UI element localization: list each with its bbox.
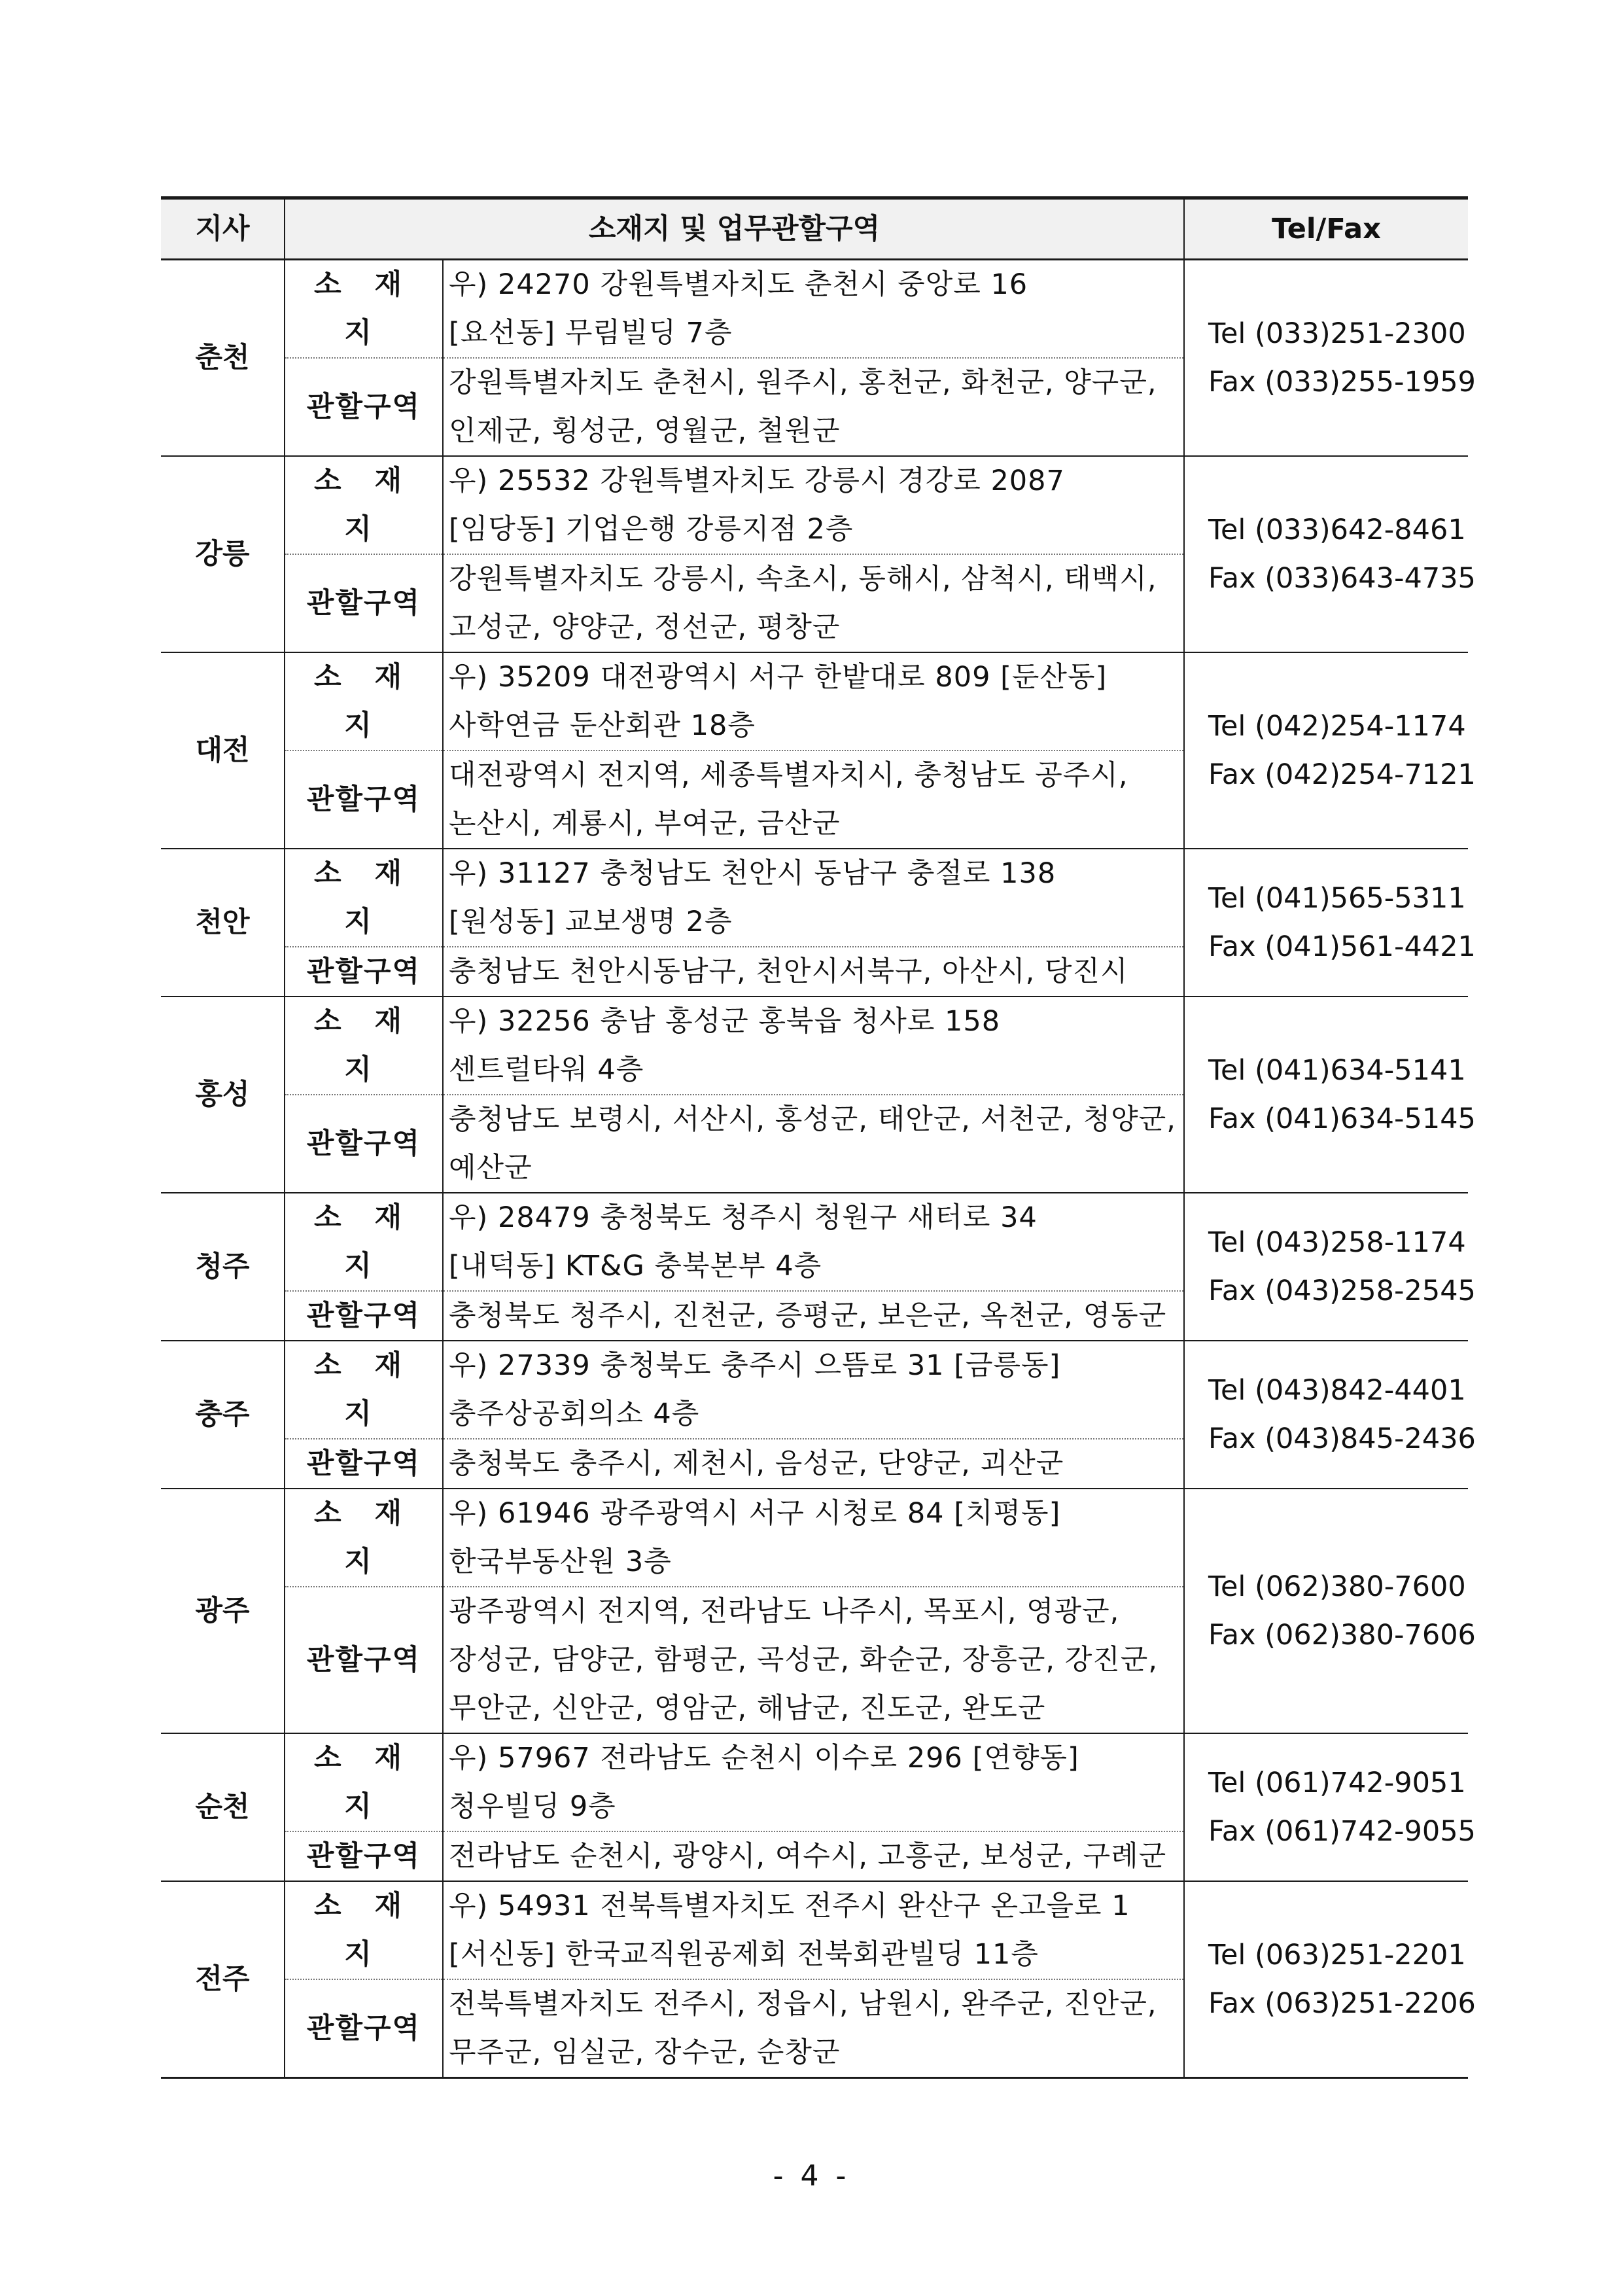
area-label: 관할구역 [285,358,443,456]
area-label: 관할구역 [285,1979,443,2078]
area-line: 충청북도 청주시, 진천군, 증평군, 보은군, 옥천군, 영동군 [449,1299,1167,1332]
address-line: 우) 61946 광주광역시 서구 시청로 84 [치평동] [449,1497,1061,1530]
area-line: 강원특별자치도 강릉시, 속초시, 동해시, 삼척시, 태백시, [449,563,1157,595]
area-cell [443,358,1184,456]
branch-office-table [161,196,1476,2079]
tel-number: Tel (041)634-5141 [1208,1054,1466,1087]
address-label: 소 재 지 [285,1193,443,1291]
area-line: 충청남도 천안시동남구, 천안시서북구, 아산시, 당진시 [449,955,1128,988]
address-line: 우) 32256 충남 홍성군 홍북읍 청사로 158 [449,1005,1001,1038]
tel-number: Tel (043)842-4401 [1208,1374,1466,1407]
header-tel-fax: Tel/Fax [1184,198,1468,260]
area-cell [443,1291,1184,1341]
fax-number: Fax (063)251-2206 [1208,1987,1476,2020]
branch-row-8 [161,1489,1468,1587]
area-cell [443,1587,1184,1733]
page-number: - 4 - [773,2159,850,2193]
header-location-area: 소재지 및 업무관할구역 [285,198,1184,260]
area-cell [443,947,1184,997]
fax-number: Fax (033)255-1959 [1208,366,1476,398]
fax-number: Fax (042)254-7121 [1208,758,1476,791]
area-label: 관할구역 [285,1439,443,1489]
branch-name: 충주 [161,1341,285,1489]
address-line: 우) 27339 충청북도 충주시 으뜸로 31 [금릉동] [449,1349,1061,1382]
tel-number: Tel (061)742-9051 [1208,1767,1466,1799]
area-label: 관할구역 [285,1831,443,1881]
fax-number: Fax (062)380-7606 [1208,1619,1476,1651]
area-line: 전북특별자치도 전주시, 정읍시, 남원시, 완주군, 진안군, [449,1988,1157,2021]
branch-row-6 [161,1193,1468,1291]
area-cell [443,1979,1184,2078]
fax-number: Fax (041)634-5145 [1208,1103,1476,1135]
address-cell [443,1341,1184,1439]
address-cell [443,1733,1184,1831]
branch-row-3 [161,652,1468,751]
area-cell [443,1831,1184,1881]
address-cell [443,260,1184,359]
address-line: [임당동] 기업은행 강릉지점 2층 [449,513,854,546]
address-line: [원성동] 교보생명 2층 [449,906,733,938]
branch-name: 천안 [161,849,285,997]
address-label: 소 재 지 [285,1733,443,1831]
fax-number: Fax (043)258-2545 [1208,1275,1476,1307]
area-label: 관할구역 [285,947,443,997]
address-line: 우) 57967 전라남도 순천시 이수로 296 [연향동] [449,1742,1079,1775]
branch-row-4 [161,849,1468,947]
address-cell [443,1489,1184,1587]
tel-number: Tel (043)258-1174 [1208,1226,1466,1259]
area-line: 고성군, 양양군, 정선군, 평창군 [449,611,841,644]
area-cell [443,1439,1184,1489]
tel-fax-cell [1184,260,1476,457]
area-line: 장성군, 담양군, 함평군, 곡성군, 화순군, 장흥군, 강진군, [449,1644,1158,1676]
branch-name: 순천 [161,1733,285,1881]
tel-fax-cell [1184,1881,1476,2078]
tel-fax-cell [1184,997,1476,1193]
area-line: 대전광역시 전지역, 세종특별자치시, 충청남도 공주시, [449,759,1128,792]
area-line: 예산군 [449,1152,532,1184]
area-cell [443,554,1184,652]
area-line: 광주광역시 전지역, 전라남도 나주시, 목포시, 영광군, [449,1595,1120,1628]
tel-number: Tel (063)251-2201 [1208,1939,1466,1971]
header-branch: 지사 [161,198,285,260]
area-label: 관할구역 [285,554,443,652]
tel-fax-cell [1184,456,1476,652]
branch-row-10 [161,1881,1468,1979]
area-line: 인제군, 횡성군, 영월군, 철원군 [449,415,841,448]
address-cell [443,1881,1184,1979]
address-label: 소 재 지 [285,456,443,554]
area-line: 충청남도 보령시, 서산시, 홍성군, 태안군, 서천군, 청양군, [449,1103,1176,1136]
address-label: 소 재 지 [285,1881,443,1979]
address-line: 우) 54931 전북특별자치도 전주시 완산구 온고을로 1 [449,1890,1130,1922]
area-cell [443,751,1184,849]
address-line: 센트럴타워 4층 [449,1053,644,1086]
address-label: 소 재 지 [285,652,443,751]
address-line: [요선동] 무림빌딩 7층 [449,317,733,349]
address-line: 충주상공회의소 4층 [449,1398,700,1430]
area-line: 논산시, 계룡시, 부여군, 금산군 [449,807,841,840]
area-line: 전라남도 순천시, 광양시, 여수시, 고흥군, 보성군, 구례군 [449,1840,1167,1873]
address-line: 사학연금 둔산회관 18층 [449,709,756,742]
address-cell [443,1193,1184,1291]
area-label: 관할구역 [285,1587,443,1733]
tel-fax-cell [1184,1489,1476,1733]
address-label: 소 재 지 [285,1489,443,1587]
table-header [161,198,1468,260]
area-line: 강원특별자치도 춘천시, 원주시, 홍천군, 화천군, 양구군, [449,366,1157,399]
branch-name: 강릉 [161,456,285,652]
area-line: 무안군, 신안군, 영암군, 해남군, 진도군, 완도군 [449,1692,1046,1725]
area-label: 관할구역 [285,1291,443,1341]
branch-row-7 [161,1341,1468,1439]
branch-name: 춘천 [161,260,285,457]
branch-row-5 [161,997,1468,1095]
address-label: 소 재 지 [285,260,443,359]
fax-number: Fax (043)845-2436 [1208,1422,1476,1455]
address-cell [443,652,1184,751]
area-label: 관할구역 [285,1095,443,1193]
address-line: 한국부동산원 3층 [449,1545,672,1578]
branch-name: 청주 [161,1193,285,1341]
fax-number: Fax (041)561-4421 [1208,930,1476,963]
address-line: 우) 24270 강원특별자치도 춘천시 중앙로 16 [449,268,1028,301]
tel-number: Tel (062)380-7600 [1208,1570,1466,1603]
address-cell [443,456,1184,554]
address-label: 소 재 지 [285,849,443,947]
address-label: 소 재 지 [285,1341,443,1439]
tel-number: Tel (033)251-2300 [1208,317,1466,350]
tel-fax-cell [1184,849,1476,997]
address-line: [내덕동] KT&G 충북본부 4층 [449,1250,822,1282]
area-line: 충청북도 충주시, 제천시, 음성군, 단양군, 괴산군 [449,1447,1064,1480]
tel-number: Tel (041)565-5311 [1208,882,1466,915]
address-cell [443,997,1184,1095]
address-line: 청우빌딩 9층 [449,1790,616,1823]
address-line: 우) 35209 대전광역시 서구 한밭대로 809 [둔산동] [449,661,1108,694]
address-line: [서신동] 한국교직원공제회 전북회관빌딩 11층 [449,1938,1039,1971]
address-label: 소 재 지 [285,997,443,1095]
branch-name: 홍성 [161,997,285,1193]
address-cell [443,849,1184,947]
tel-fax-cell [1184,1193,1476,1341]
tel-number: Tel (042)254-1174 [1208,710,1466,743]
fax-number: Fax (061)742-9055 [1208,1815,1476,1848]
branch-name: 전주 [161,1881,285,2078]
tel-fax-cell [1184,1733,1476,1881]
branch-name: 광주 [161,1489,285,1733]
branch-name: 대전 [161,652,285,849]
branch-row-1 [161,260,1468,359]
table-body [161,260,1476,2078]
area-label: 관할구역 [285,751,443,849]
tel-fax-cell [1184,652,1476,849]
tel-fax-cell [1184,1341,1476,1489]
address-line: 우) 31127 충청남도 천안시 동남구 충절로 138 [449,857,1056,890]
branch-row-2 [161,456,1468,554]
area-line: 무주군, 임실군, 장수군, 순창군 [449,2036,841,2069]
address-line: 우) 28479 충청북도 청주시 청원구 새터로 34 [449,1201,1038,1234]
fax-number: Fax (033)643-4735 [1208,562,1476,595]
branch-row-9 [161,1733,1468,1831]
tel-number: Tel (033)642-8461 [1208,514,1466,546]
address-line: 우) 25532 강원특별자치도 강릉시 경강로 2087 [449,465,1065,497]
area-cell [443,1095,1184,1193]
